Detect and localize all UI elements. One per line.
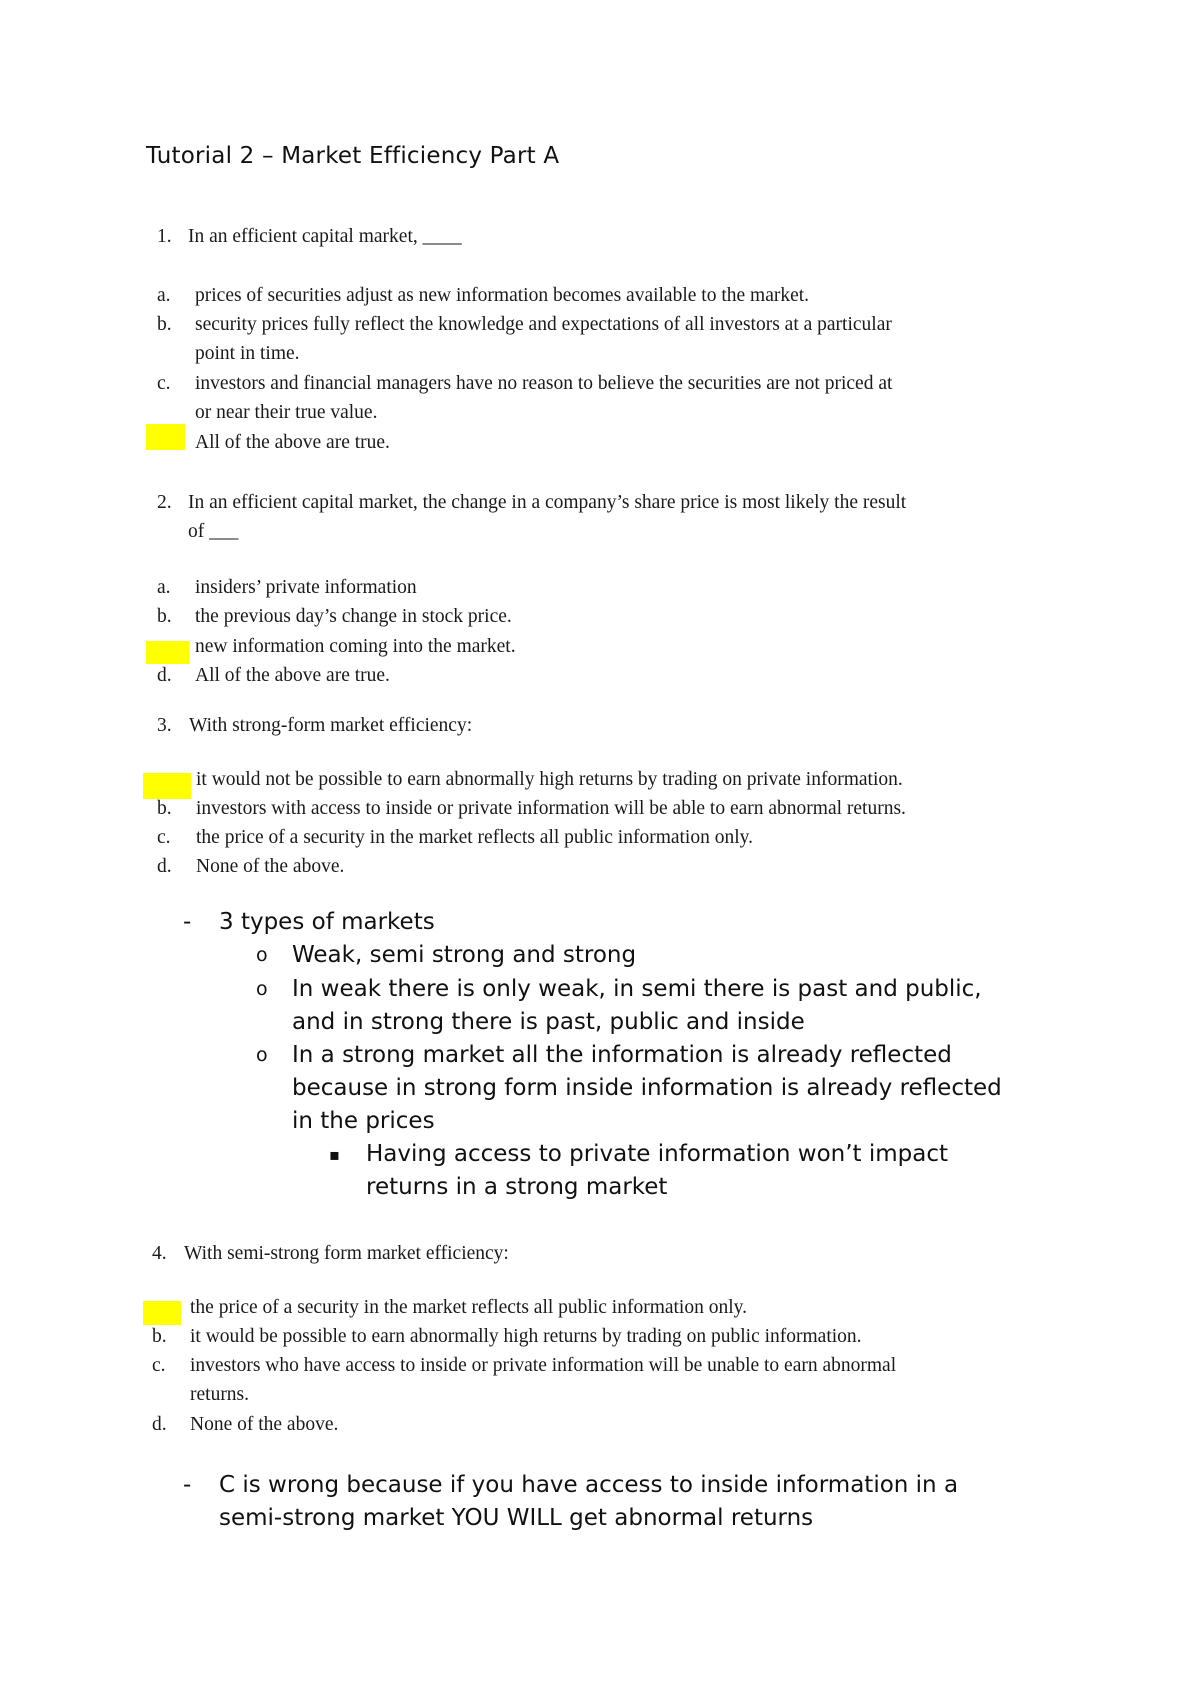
option-text: the price of a security in the market reflects all public information only. xyxy=(196,827,753,848)
option-text: or near their true value. xyxy=(195,402,378,423)
option-3c xyxy=(157,823,1057,853)
option-text: it would be possible to earn abnormally high returns by trading on public information. xyxy=(190,1326,862,1347)
option-letter: d. xyxy=(157,856,172,877)
option-text: All of the above are true. xyxy=(195,432,390,453)
option-text: None of the above. xyxy=(196,856,345,877)
question-number: 1. xyxy=(157,226,172,247)
option-letter: c. xyxy=(157,827,171,848)
option-1d xyxy=(157,428,1057,458)
note-text: C is wrong because if you have access to inside information in a xyxy=(219,1472,959,1498)
question-number: 3. xyxy=(157,715,172,736)
note-sub-bullet xyxy=(256,973,1056,1041)
note-text: In a strong market all the information is already reflected xyxy=(292,1042,952,1068)
option-text: the previous day’s change in stock price. xyxy=(195,606,512,627)
note-text: Having access to private information won’t impact xyxy=(366,1141,949,1167)
option-4c xyxy=(152,1351,1052,1411)
question-number: 4. xyxy=(152,1243,167,1264)
option-text: returns. xyxy=(190,1384,250,1405)
answer-highlight xyxy=(146,424,185,450)
option-2d xyxy=(157,661,1057,691)
option-letter: b. xyxy=(157,314,172,335)
question-3 xyxy=(157,711,1057,741)
option-text: the price of a security in the market reflects all public information only. xyxy=(190,1297,747,1318)
option-text: investors and financial managers have no reason to believe the securities are not priced at xyxy=(195,373,893,394)
option-text: new information coming into the market. xyxy=(195,636,516,657)
dash-bullet-icon: - xyxy=(183,909,192,935)
option-2a xyxy=(157,573,1057,603)
option-letter: b. xyxy=(157,798,172,819)
option-letter: c. xyxy=(157,373,171,394)
option-text: point in time. xyxy=(195,343,300,364)
option-3d xyxy=(157,852,1057,882)
option-letter: d. xyxy=(152,1414,167,1435)
option-4a xyxy=(152,1293,1052,1323)
note-sub-bullet xyxy=(256,1039,1056,1139)
option-text: investors who have access to inside or private information will be unable to earn abnormal xyxy=(190,1355,897,1376)
option-3a xyxy=(157,765,1057,795)
option-4d xyxy=(152,1410,1052,1440)
page-title: Tutorial 2 – Market Efficiency Part A xyxy=(146,143,560,169)
option-2c xyxy=(157,632,1057,662)
option-text: it would not be possible to earn abnormally high returns by trading on private information. xyxy=(196,769,903,790)
note-text: In weak there is only weak, in semi there is past and public, xyxy=(292,976,982,1002)
option-text: investors with access to inside or private information will be able to earn abnormal returns. xyxy=(196,798,906,819)
option-letter: b. xyxy=(157,606,172,627)
option-letter: a. xyxy=(157,577,171,598)
option-4b xyxy=(152,1322,1052,1352)
option-text: security prices fully reflect the knowledge and expectations of all investors at a particular xyxy=(195,314,892,335)
question-1 xyxy=(157,222,1057,252)
note-sub-bullet xyxy=(256,939,1056,973)
note-bullet-conclusion xyxy=(183,1469,1063,1537)
note-text: 3 types of markets xyxy=(219,909,435,935)
note-text: returns in a strong market xyxy=(366,1174,668,1200)
option-letter: d. xyxy=(157,665,172,686)
question-4 xyxy=(152,1239,1052,1269)
question-stem: With semi-strong form market efficiency: xyxy=(184,1243,509,1264)
note-text: in the prices xyxy=(292,1108,435,1134)
note-text: because in strong form inside information is already reflected xyxy=(292,1075,1002,1101)
option-letter: a. xyxy=(157,285,171,306)
option-3b xyxy=(157,794,1057,824)
question-stem: In an efficient capital market, the change in a company’s share price is most likely the result xyxy=(188,492,907,513)
circle-bullet-icon: o xyxy=(256,1044,268,1066)
circle-bullet-icon: o xyxy=(256,978,268,1000)
option-text: None of the above. xyxy=(190,1414,339,1435)
note-text: and in strong there is past, public and inside xyxy=(292,1009,805,1035)
dash-bullet-icon: - xyxy=(183,1472,192,1498)
option-letter: c. xyxy=(152,1355,166,1376)
question-stem: In an efficient capital market, ____ xyxy=(188,226,462,247)
note-text: semi-strong market YOU WILL get abnormal returns xyxy=(219,1505,814,1531)
question-stem: of ___ xyxy=(188,521,239,542)
option-1c xyxy=(157,369,1057,429)
note-bullet-heading xyxy=(183,906,1043,940)
option-text: insiders’ private information xyxy=(195,577,417,598)
circle-bullet-icon: o xyxy=(256,944,268,966)
note-sub-sub-bullet xyxy=(329,1138,1049,1206)
question-2 xyxy=(157,488,1057,548)
option-text: prices of securities adjust as new information becomes available to the market. xyxy=(195,285,810,306)
option-1b xyxy=(157,310,1057,370)
square-bullet-icon: ▪ xyxy=(329,1145,340,1164)
note-text: Weak, semi strong and strong xyxy=(292,942,637,968)
question-number: 2. xyxy=(157,492,172,513)
option-1a xyxy=(157,281,1057,311)
option-text: All of the above are true. xyxy=(195,665,390,686)
option-letter: b. xyxy=(152,1326,167,1347)
question-stem: With strong-form market efficiency: xyxy=(189,715,473,736)
option-2b xyxy=(157,602,1057,632)
